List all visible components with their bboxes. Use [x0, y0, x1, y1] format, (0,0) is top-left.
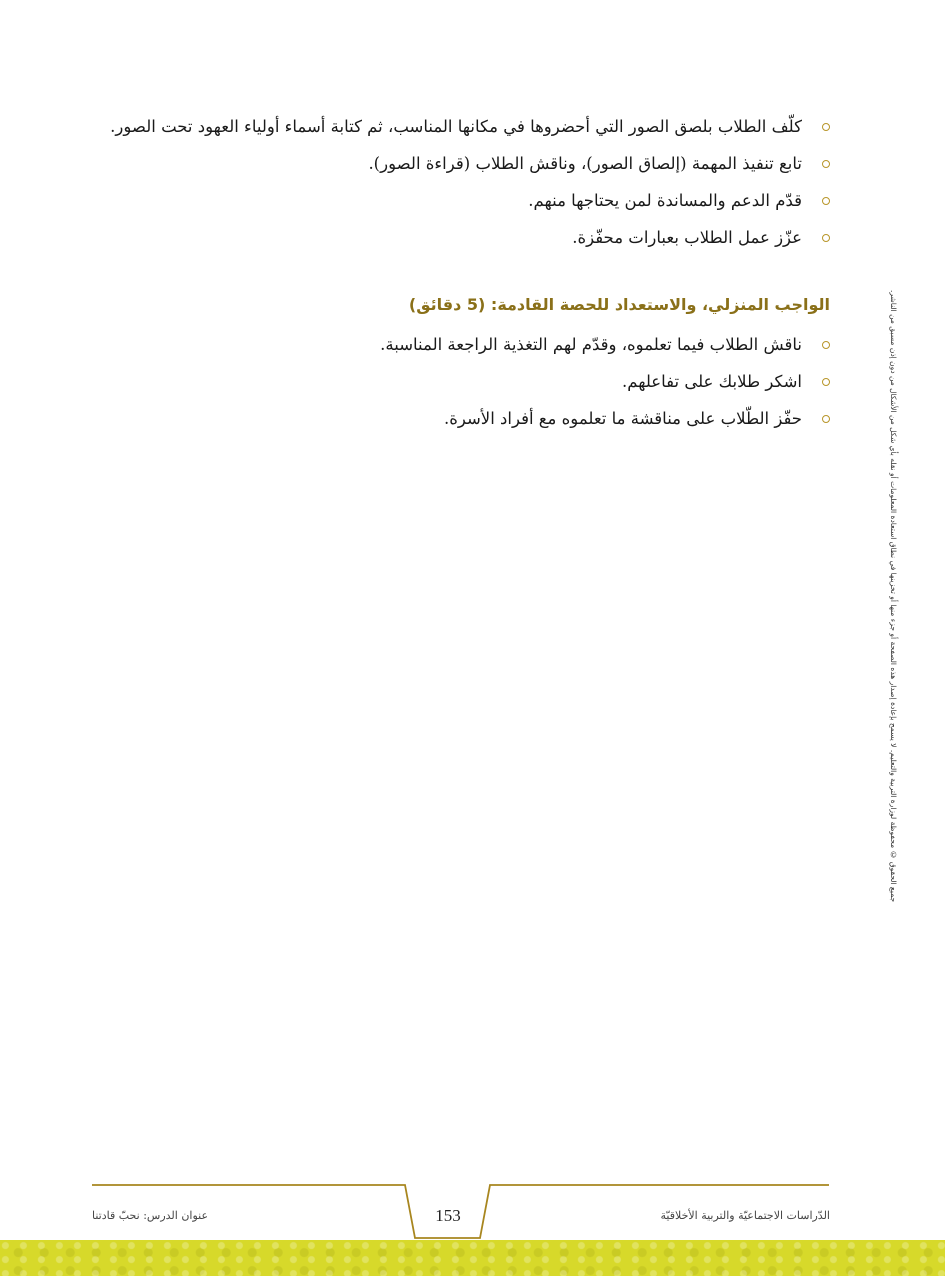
lesson-title-text: عنوان الدرس: نحبّ قادتنا	[92, 1209, 209, 1222]
top-instructions	[60, 115, 830, 263]
list-item	[60, 189, 830, 213]
page-number: 153	[435, 1206, 461, 1225]
list-item-text: حفّز الطّلاب على مناقشة ما تعلموه مع أفراد الأسرة.	[443, 409, 802, 428]
list-item-text: تابع تنفيذ المهمة (إلصاق الصور)، وناقش الطلاب (قراءة الصور).	[368, 154, 802, 173]
decorative-bottom-band	[0, 1240, 945, 1276]
homework-list	[60, 333, 830, 431]
circle-bullet-icon	[822, 234, 830, 242]
lesson-title	[92, 1208, 292, 1224]
circle-bullet-icon	[822, 160, 830, 168]
instruction-list	[60, 115, 830, 250]
list-item	[60, 370, 830, 394]
circle-bullet-icon	[822, 123, 830, 131]
circle-bullet-icon	[822, 341, 830, 349]
section-heading: الواجب المنزلي، والاستعداد للحصة القادمة: (5 دقائق)	[408, 295, 830, 314]
list-item	[60, 152, 830, 176]
list-item	[60, 407, 830, 431]
book-title: الدّراسات الاجتماعيّة والتربية الأخلاقيّة	[660, 1209, 830, 1222]
section-heading-block	[60, 293, 830, 317]
list-item-text: ناقش الطلاب فيما تعلموه، وقدّم لهم التغذية الراجعة المناسبة.	[380, 335, 802, 354]
circle-bullet-icon	[822, 378, 830, 386]
list-item	[60, 226, 830, 250]
list-item-text: كلّف الطلاب بلصق الصور التي أحضروها في مكانها المناسب، ثم كتابة أسماء أولياء العهود تحت الصور.	[110, 117, 802, 136]
copyright-notice-text: جميع الحقوق © محفوظة لوزارة التربية والتعليم. لا يسمح بإعادة إصدار هذه الصفحة أو جزء منها أو تخزينها في نطاق استعادة المعلومات أو نقله بأي شكل من الأشكال من دون إذن مسبق من الناشر.	[889, 290, 898, 903]
list-item-text: عزّز عمل الطلاب بعبارات محفّزة.	[572, 228, 802, 247]
homework-instructions	[60, 333, 830, 444]
list-item	[60, 333, 830, 357]
copyright-notice	[888, 290, 918, 990]
list-item-text: قدّم الدعم والمساندة لمن يحتاجها منهم.	[528, 191, 802, 210]
circle-bullet-icon	[822, 197, 830, 205]
list-item-text: اشكر طلابك على تفاعلهم.	[621, 372, 802, 391]
list-item	[60, 115, 830, 139]
circle-bullet-icon	[822, 415, 830, 423]
